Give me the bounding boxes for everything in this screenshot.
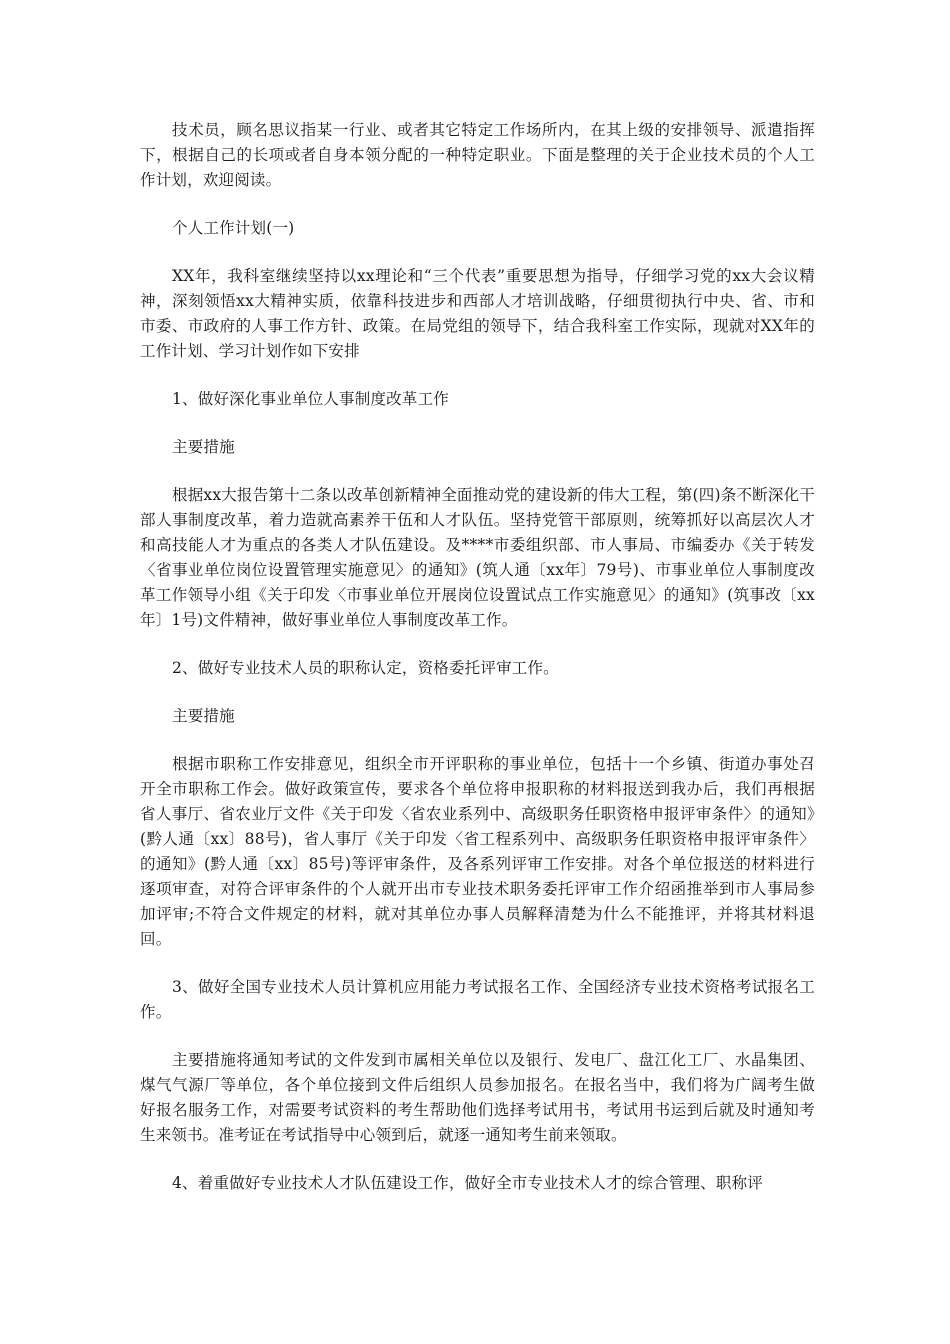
item-3-heading: 3、做好全国专业技术人员计算机应用能力考试报名工作、全国经济专业技术资格考试报名工作。 [140, 978, 815, 1021]
measures-label-2: 主要措施 [172, 707, 235, 725]
item-2-heading: 2、做好专业技术人员的职称认定，资格委托评审工作。 [172, 659, 559, 677]
item-3-measures-paragraph: 主要措施将通知考试的文件发到市属相关单位以及银行、发电厂、盘江化工厂、水晶集团、煤气气源厂等单位，各个单位接到文件后组织人员参加报名。在报名当中，我们将为广阔考生做好报名服务工作，对需要考试资料的考生帮助他们选择考试用书，考试用书运到后就及时通知考生来领书。准考证在考试指导中心领到后，就逐一通知考生前来领取。 [140, 1051, 815, 1144]
item-2-measures-paragraph: 根据市职称工作安排意见，组织全市开评职称的事业单位，包括十一个乡镇、街道办事处召开全市职称工作会。做好政策宣传，要求各个单位将申报职称的材料报送到我办后，我们再根据省人事厅、省农业厅文件《关于印发〈省农业系列中、高级职务任职资格申报评审条件〉的通知》(黔人通〔xx〕88号)，省人事厅《关于印发〈省工程系列中、高级职务任职资格申报评审条件〉的通知》(黔人通〔xx〕85号)等评审条件，及各系列评审工作安排。对各个单位报送的材料进行逐项审查，对符合评审条件的个人就开出市专业技术职务委托评审工作介绍函推举到市人事局参加评审;不符合文件规定的材料，就对其单位办事人员解释清楚为什么不能推评，并将其材料退回。 [140, 755, 815, 948]
measures-label-1: 主要措施 [172, 438, 235, 456]
overview-paragraph: XX年，我科室继续坚持以xx理论和“三个代表”重要思想为指导，仔细学习党的xx大会议精神，深刻领悟xx大精神实质，依靠科技进步和西部人才培训战略，仔细贯彻执行中央、省、市和市委、市政府的人事工作方针、政策。在局党组的领导下，结合我科室工作实际，现就对XX年的工作计划、学习计划作如下安排 [140, 267, 815, 360]
section-title-plan-1: 个人工作计划(一) [172, 219, 295, 237]
intro-paragraph: 技术员，顾名思议指某一行业、或者其它特定工作场所内，在其上级的安排领导、派遣指挥下，根据自己的长项或者自身本领分配的一种特定职业。下面是整理的关于企业技术员的个人工作计划，欢迎阅读。 [140, 121, 815, 189]
item-1-heading: 1、做好深化事业单位人事制度改革工作 [172, 390, 449, 408]
item-4-heading: 4、着重做好专业技术人才队伍建设工作，做好全市专业技术人才的综合管理、职称评 [172, 1174, 763, 1192]
item-1-measures-paragraph: 根据xx大报告第十二条以改革创新精神全面推动党的建设新的伟大工程，第(四)条不断深化干部人事制度改革，着力造就高素养干伍和人才队伍。坚持党管干部原则，统筹抓好以高层次人才和高技能人才为重点的各类人才队伍建设。及****市委组织部、市人事局、市编委办《关于转发〈省事业单位岗位设置管理实施意见〉的通知》(筑人通〔xx年〕79号)、市事业单位人事制度改革工作领导小组《关于印发〈市事业单位开展岗位设置试点工作实施意见〉的通知》(筑事改〔xx年〕1号)文件精神，做好事业单位人事制度改革工作。 [140, 486, 815, 629]
document-body [140, 118, 815, 1219]
